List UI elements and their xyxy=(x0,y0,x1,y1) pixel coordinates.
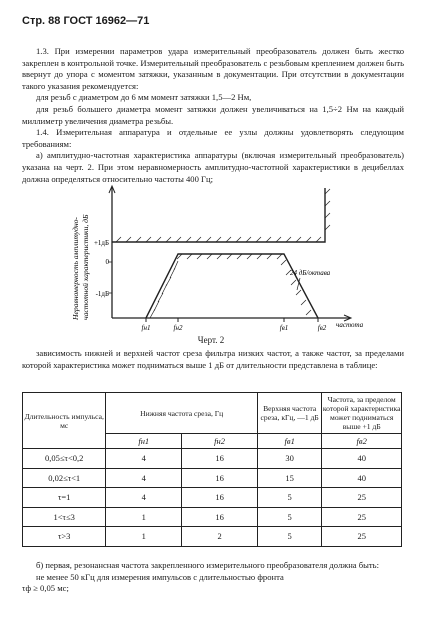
subheader-fv1: fв1 xyxy=(257,434,321,449)
table-cell: τ=1 xyxy=(23,488,106,508)
xtick-fv1: fв1 xyxy=(279,324,289,332)
paragraph-thread-small: для резьб с диаметром до 6 мм момент затяжки 1,5—2 Нм, xyxy=(36,92,252,103)
table-cell: 1 xyxy=(106,527,182,547)
col-header-upper: Верхняя частота среза, кГц, —1 дБ xyxy=(257,393,321,434)
table-cell: 15 xyxy=(257,468,321,488)
figure-caption: Черт. 2 xyxy=(197,335,225,345)
subheader-fn2: fн2 xyxy=(182,434,258,449)
table-cell: 0,02≤τ<1 xyxy=(23,468,106,488)
table-cell: 4 xyxy=(106,468,182,488)
table-cell: 4 xyxy=(106,488,182,508)
slope-label: 24 дБ/октава xyxy=(290,269,331,277)
figure-xlabel: частота xyxy=(336,321,364,329)
paragraph-1-4: 1.4. Измерительная аппаратура и отдельные ее узлы должны удовлетворять следующим требованиям: xyxy=(22,127,404,149)
col-header-lower: Нижняя частота среза, Гц xyxy=(106,393,258,434)
table-cell: 1<τ≤3 xyxy=(23,507,106,527)
table-cell: 5 xyxy=(257,527,321,547)
table-cell: 25 xyxy=(322,527,402,547)
table-cell: 4 xyxy=(106,449,182,469)
lower-limit-line xyxy=(146,254,318,318)
figure-ylabel-line2: частотной характеристики, дБ xyxy=(81,214,90,320)
mid-text xyxy=(22,348,404,371)
ytick-minus1: -1дБ xyxy=(95,290,109,298)
table-cell: 40 xyxy=(322,449,402,469)
paragraph-thread-large: для резьб большего диаметра момент затяжки должен увеличиваться на 1,5÷2 Нм на каждый миллиметр увеличения диаметра резьбы. xyxy=(22,103,404,126)
table-cell: τ>3 xyxy=(23,527,106,547)
table-row xyxy=(23,488,402,508)
cutoff-frequency-table xyxy=(22,392,402,547)
table-cell: 16 xyxy=(182,468,258,488)
table-cell: 30 xyxy=(257,449,321,469)
table-cell: 5 xyxy=(257,507,321,527)
table-row xyxy=(23,449,402,469)
page-header: Стр. 88 ГОСТ 16962—71 xyxy=(22,15,150,27)
table-row xyxy=(23,507,402,527)
xtick-fn1: fн1 xyxy=(141,324,151,332)
ytick-zero: 0 xyxy=(105,258,109,266)
paragraph-b: б) первая, резонансная частота закрепленного измерительного преобразователя должна быть: xyxy=(36,560,379,570)
table-cell: 16 xyxy=(182,488,258,508)
table-cell: 25 xyxy=(322,488,402,508)
paragraph-dependence: зависимость нижней и верхней частот среза фильтра низких частот, а также частот, за пределами которой характеристика может подниматься выше 1 дБ от длительности представлена в таблице: xyxy=(22,348,404,370)
paragraph-b-line3: τф ≥ 0,05 мс; xyxy=(22,583,69,594)
paragraph-b-line2: не менее 50 кГц для измерения импульсов с длительностью фронта xyxy=(36,571,284,582)
subheader-fn1: fн1 xyxy=(106,434,182,449)
paragraph-1-3: 1.3. При измерении параметров удара измерительный преобразователь должен быть жестко закреплен в контрольной точке. Измерительный преобразователь с резьбовым креплением должен быть ввернут до упора с моментом затяжки, указанным в документации. При отсутствии в документации такого указания рекомендуется: xyxy=(22,46,404,91)
col-header-beyond: Частота, за пределом которой характеристика может подниматься выше +1 дБ xyxy=(322,393,402,434)
upper-limit-line xyxy=(112,188,325,242)
paragraph-a: а) амплитудно-частотная характеристика аппаратуры (включая измерительный преобразователь) указана на черт. 2. При этом неравномерность амплитудно-частотной характеристики в децибеллах должна определяться относительно частоты 400 Гц; xyxy=(22,150,404,184)
bottom-text xyxy=(22,560,404,595)
subheader-fv2: fв2 xyxy=(322,434,402,449)
col-header-duration: Длительность импульса, мс xyxy=(23,393,106,449)
table-cell: 25 xyxy=(322,507,402,527)
xtick-fv2: fв2 xyxy=(317,324,327,332)
table-row xyxy=(23,468,402,488)
table-row xyxy=(23,527,402,547)
figure-ylabel-line1: Неравномерность амплитудно- xyxy=(71,217,80,320)
ytick-plus1: +1дБ xyxy=(93,239,109,247)
table-cell: 2 xyxy=(182,527,258,547)
table-cell: 5 xyxy=(257,488,321,508)
table-cell: 0,05≤τ<0,2 xyxy=(23,449,106,469)
table-cell: 1 xyxy=(106,507,182,527)
table-cell: 16 xyxy=(182,507,258,527)
table-cell: 16 xyxy=(182,449,258,469)
xtick-fn2: fн2 xyxy=(173,324,183,332)
table-cell: 40 xyxy=(322,468,402,488)
